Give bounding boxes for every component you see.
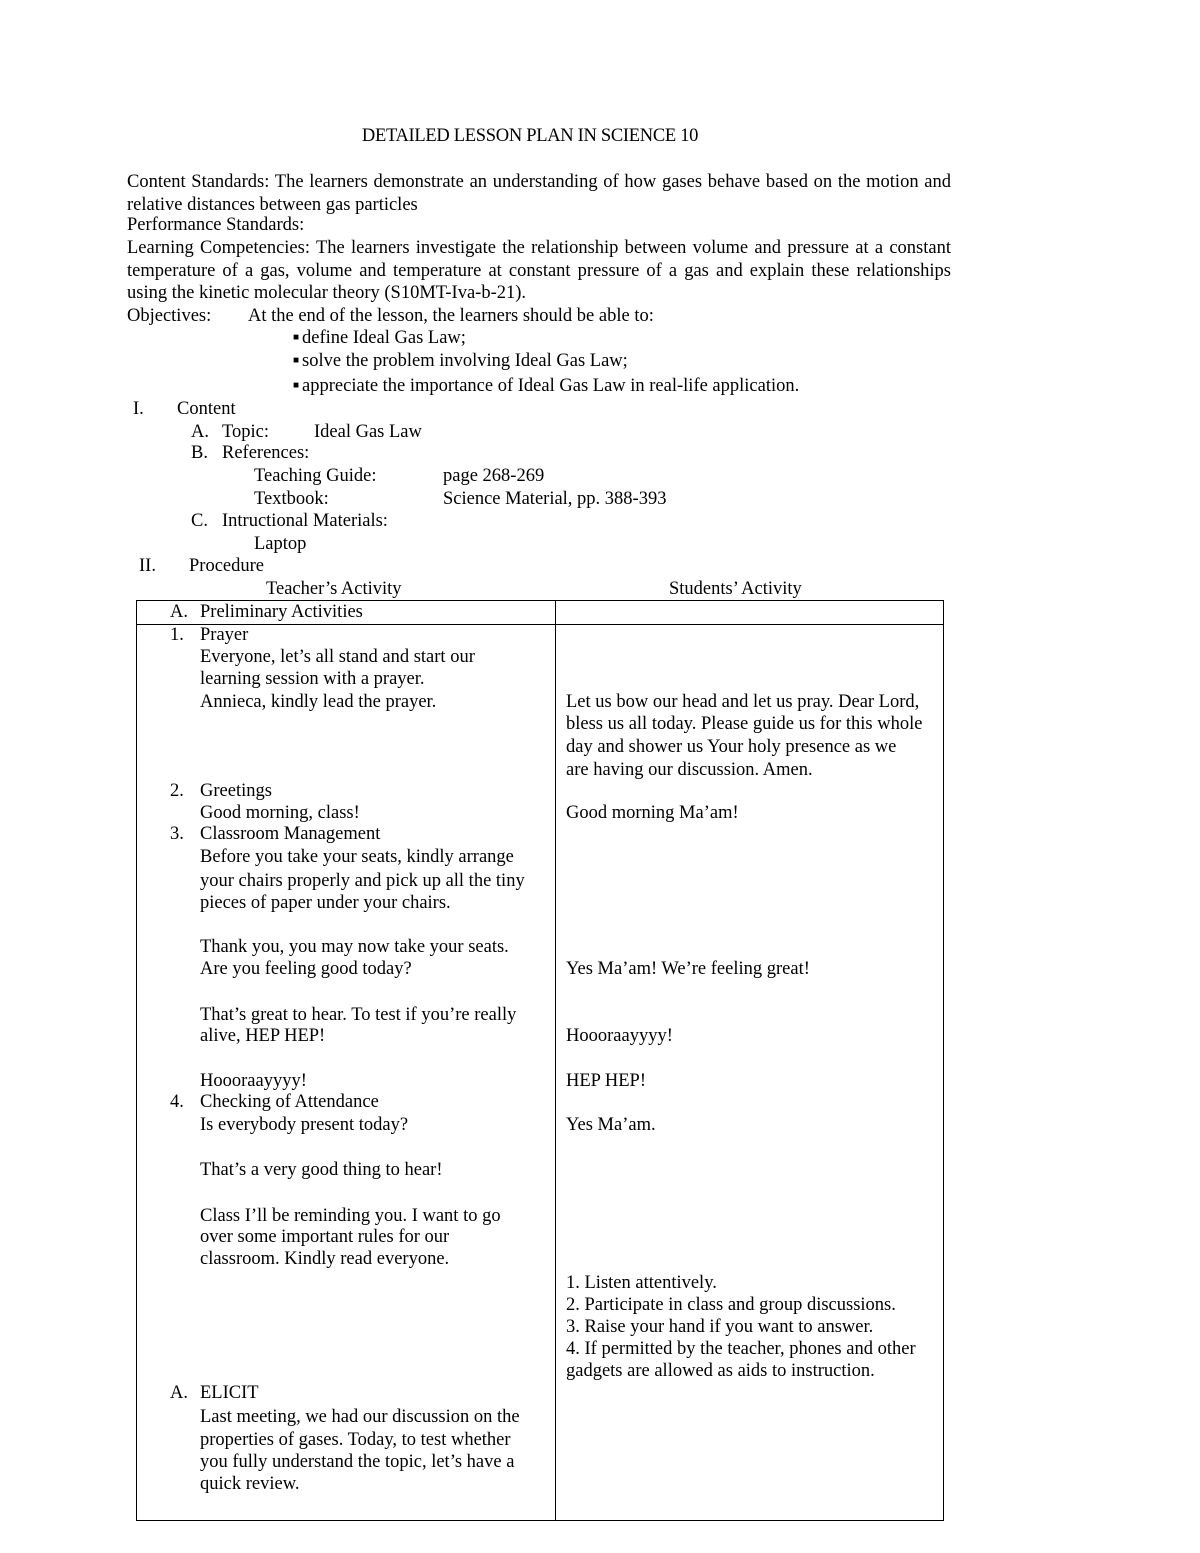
row-letter: A. xyxy=(170,602,188,622)
student-line: 4. If permitted by the teacher, phones and other xyxy=(566,1339,916,1359)
teacher-line: you fully understand the topic, let’s have a xyxy=(200,1452,515,1472)
item-label: Greetings xyxy=(200,781,272,801)
teacher-line: Is everybody present today? xyxy=(200,1115,409,1135)
teacher-line: learning session with a prayer. xyxy=(200,669,425,689)
materials-label: Intructional Materials: xyxy=(222,511,388,531)
content-heading: Content xyxy=(177,399,236,419)
teacher-line: classroom. Kindly read everyone. xyxy=(200,1249,450,1269)
student-line: 3. Raise your hand if you want to answer. xyxy=(566,1317,874,1337)
topic-value: Ideal Gas Law xyxy=(314,422,422,442)
student-line: day and shower us Your holy presence as we xyxy=(566,737,897,757)
teacher-line: over some important rules for our xyxy=(200,1227,450,1247)
student-line: Good morning Ma’am! xyxy=(566,803,739,823)
content-standards-label: Content Standards: xyxy=(127,172,270,192)
objectives-label: Objectives: xyxy=(127,306,212,326)
procedure-heading: Procedure xyxy=(189,556,264,576)
student-line: are having our discussion. Amen. xyxy=(566,760,813,780)
learning-competencies-label: Learning Competencies: xyxy=(127,238,310,258)
textbook-value: Science Material, pp. 388-393 xyxy=(443,489,667,509)
teacher-line: your chairs properly and pick up all the tiny xyxy=(200,871,525,891)
item-label: Prayer xyxy=(200,625,249,645)
teacher-line: Last meeting, we had our discussion on the xyxy=(200,1407,520,1427)
item-number: A. xyxy=(170,1383,188,1403)
objectives-intro: At the end of the lesson, the learners should be able to: xyxy=(248,306,654,326)
materials-letter: C. xyxy=(191,511,208,531)
student-line: Yes Ma’am. xyxy=(566,1115,656,1135)
item-number: 1. xyxy=(170,625,184,645)
topic-letter: A. xyxy=(191,422,209,442)
student-line: Hoooraayyyy! xyxy=(566,1026,673,1046)
references-letter: B. xyxy=(191,443,208,463)
item-label: ELICIT xyxy=(200,1383,259,1403)
section-numeral: II. xyxy=(139,556,156,576)
teacher-line: Hoooraayyyy! xyxy=(200,1071,307,1091)
item-number: 2. xyxy=(170,781,184,801)
content-standards-text: The learners demonstrate an understanding of how gases behave based on the motion and relative distances between gas particles xyxy=(127,172,951,215)
objective-item: ■ solve the problem involving Ideal Gas Law; xyxy=(293,351,628,371)
teacher-line: Thank you, you may now take your seats. xyxy=(200,937,509,957)
teacher-line: That’s great to hear. To test if you’re really xyxy=(200,1005,517,1025)
student-line: Yes Ma’am! We’re feeling great! xyxy=(566,959,810,979)
page-title: DETAILED LESSON PLAN IN SCIENCE 10 xyxy=(361,126,699,146)
bullet-icon: ■ xyxy=(293,332,300,343)
content-standards xyxy=(127,171,951,216)
teacher-line: Before you take your seats, kindly arrange xyxy=(200,847,514,867)
student-line: gadgets are allowed as aids to instruction. xyxy=(566,1361,875,1381)
item-number: 4. xyxy=(170,1092,184,1112)
teacher-line: quick review. xyxy=(200,1474,300,1494)
student-line: Let us bow our head and let us pray. Dear Lord, xyxy=(566,692,920,712)
item-label: Checking of Attendance xyxy=(200,1092,379,1112)
teaching-guide-value: page 268-269 xyxy=(443,466,545,486)
learning-competencies-text: The learners investigate the relationship between volume and pressure at a constant temperature of a gas, volume and temperature at constant pressure of a gas and explain these relationships using the kinetic molecular theory (S10MT-Iva-b-21). xyxy=(127,238,951,303)
materials-value: Laptop xyxy=(254,534,307,554)
teacher-line: Everyone, let’s all stand and start our xyxy=(200,647,475,667)
objective-item: ■ define Ideal Gas Law; xyxy=(293,328,466,348)
objective-item: ■ appreciate the importance of Ideal Gas Law in real-life application. xyxy=(293,376,800,396)
performance-standards-label: Performance Standards: xyxy=(127,215,305,235)
teacher-line: alive, HEP HEP! xyxy=(200,1026,326,1046)
student-line: HEP HEP! xyxy=(566,1071,646,1091)
teacher-activity-header: Teacher’s Activity xyxy=(266,579,402,599)
teacher-line: Annieca, kindly lead the prayer. xyxy=(200,692,437,712)
student-line: 1. Listen attentively. xyxy=(566,1273,717,1293)
teacher-line: pieces of paper under your chairs. xyxy=(200,893,451,913)
section-numeral: I. xyxy=(133,399,144,419)
bullet-icon: ■ xyxy=(293,380,300,391)
teacher-line: properties of gases. Today, to test whether xyxy=(200,1430,511,1450)
topic-label: Topic: xyxy=(222,422,269,442)
teaching-guide-label: Teaching Guide: xyxy=(254,466,377,486)
student-line: bless us all today. Please guide us for this whole xyxy=(566,714,923,734)
row-divider xyxy=(137,624,943,625)
teacher-line: Class I’ll be reminding you. I want to go xyxy=(200,1206,501,1226)
teacher-line: That’s a very good thing to hear! xyxy=(200,1160,443,1180)
teacher-line: Are you feeling good today? xyxy=(200,959,412,979)
references-label: References: xyxy=(222,443,310,463)
item-number: 3. xyxy=(170,824,184,844)
column-divider xyxy=(555,601,556,1520)
textbook-label: Textbook: xyxy=(254,489,329,509)
item-label: Classroom Management xyxy=(200,824,381,844)
teacher-line: Good morning, class! xyxy=(200,803,360,823)
learning-competencies xyxy=(127,237,951,305)
students-activity-header: Students’ Activity xyxy=(669,579,802,599)
bullet-icon: ■ xyxy=(293,355,300,366)
student-line: 2. Participate in class and group discussions. xyxy=(566,1295,896,1315)
preliminary-activities-label: Preliminary Activities xyxy=(200,602,363,622)
